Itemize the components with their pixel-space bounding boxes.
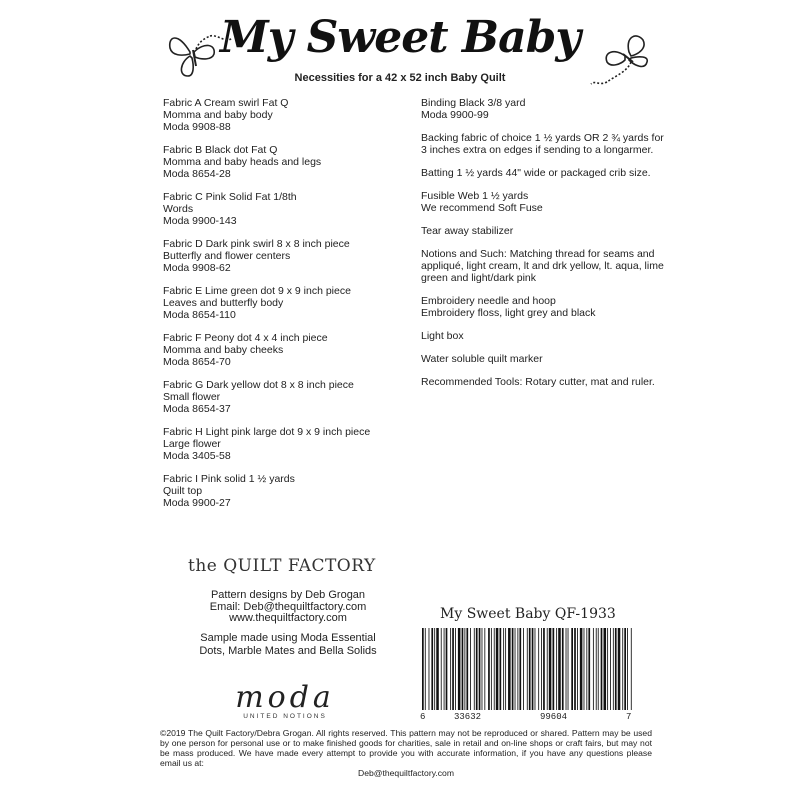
barcode-bar bbox=[503, 628, 504, 710]
list-item: Tear away stabilizer bbox=[421, 225, 514, 237]
barcode-digit: 99604 bbox=[540, 712, 568, 722]
barcode-bar bbox=[607, 628, 608, 710]
barcode-bar bbox=[624, 628, 626, 710]
supplies-list bbox=[421, 97, 671, 399]
list-item: Water soluble quilt marker bbox=[421, 353, 543, 365]
barcode-bar bbox=[618, 628, 621, 710]
barcode-bar bbox=[571, 628, 573, 710]
list-item: Fabric C Pink Solid Fat 1/8th Words Moda 9900-143 bbox=[163, 191, 297, 227]
barcode-bar bbox=[541, 628, 542, 710]
barcode-bar bbox=[527, 628, 528, 710]
barcode-bar bbox=[517, 628, 518, 710]
list-item: Light box bbox=[421, 330, 464, 342]
barcode-digit: 33632 bbox=[454, 712, 482, 722]
contact-info bbox=[188, 590, 388, 625]
email-text: Email: Deb@thequiltfactory.com bbox=[209, 600, 367, 613]
list-item: Backing fabric of choice 1 ½ yards OR 2 ¾ yards for 3 inches extra on edges if sending to a longarmer. bbox=[421, 132, 664, 156]
barcode-bar bbox=[470, 628, 471, 710]
barcode-bar bbox=[574, 628, 576, 710]
brand-name: the QUILT FACTORY bbox=[188, 556, 376, 576]
barcode-bar bbox=[615, 628, 617, 710]
barcode-bar bbox=[562, 628, 564, 710]
page-title: My Sweet Baby bbox=[220, 12, 580, 63]
footer-email: Deb@thequiltfactory.com bbox=[358, 768, 454, 778]
barcode-digits bbox=[418, 712, 636, 724]
barcode-bar bbox=[455, 628, 456, 710]
barcode-bar bbox=[584, 628, 585, 710]
barcode-bar bbox=[596, 628, 597, 710]
list-item: Fabric H Light pink large dot 9 x 9 inch piece Large flower Moda 3405-58 bbox=[163, 426, 371, 462]
barcode-bar bbox=[532, 628, 534, 710]
barcode-bar bbox=[491, 628, 492, 710]
barcode-bar bbox=[474, 628, 475, 710]
barcode-bar bbox=[529, 628, 531, 710]
barcode-bar bbox=[508, 628, 511, 710]
list-item: Fabric D Dark pink swirl 8 x 8 inch piece Butterfly and flower centers Moda 9908-62 bbox=[163, 238, 350, 274]
barcode-bar bbox=[466, 628, 468, 710]
list-item: Fabric I Pink solid 1 ½ yards Quilt top Moda 9900-27 bbox=[163, 473, 295, 509]
website-text: www.thequiltfactory.com bbox=[229, 612, 347, 624]
barcode-bar bbox=[523, 628, 524, 710]
list-item: Fusible Web 1 ½ yards We recommend Soft Fuse bbox=[421, 190, 543, 214]
barcode-bar bbox=[476, 628, 478, 710]
barcode-bar bbox=[425, 628, 426, 710]
barcode-bar bbox=[580, 628, 583, 710]
moda-logo bbox=[210, 680, 360, 720]
barcode-bar bbox=[464, 628, 465, 710]
barcode-bar bbox=[441, 628, 442, 710]
barcode-bar bbox=[515, 628, 516, 710]
sample-note: Sample made using Moda Essential Dots, Marble Mates and Bella Solids bbox=[199, 632, 377, 657]
barcode-bar bbox=[496, 628, 499, 710]
list-item: Fabric F Peony dot 4 x 4 inch piece Momma and baby cheeks Moda 8654-70 bbox=[163, 332, 328, 368]
barcode-bar bbox=[610, 628, 611, 710]
barcode-bar bbox=[488, 628, 490, 710]
barcode-bar bbox=[613, 628, 614, 710]
barcode-bar bbox=[627, 628, 628, 710]
list-item: Notions and Such: Matching thread for seams and appliqué, light cream, lt and drk yellow, lt. aqua, lime green and light/dark pink bbox=[421, 248, 664, 284]
barcode-bar bbox=[452, 628, 454, 710]
barcode-bar bbox=[444, 628, 445, 710]
barcode-bar bbox=[593, 628, 594, 710]
barcode-bar bbox=[601, 628, 603, 710]
barcode-bar bbox=[494, 628, 495, 710]
barcode-bar bbox=[588, 628, 590, 710]
barcode-bar bbox=[431, 628, 433, 710]
barcode-bar bbox=[549, 628, 552, 710]
barcode bbox=[418, 628, 636, 710]
butterfly-icon bbox=[160, 22, 240, 92]
barcode-bar bbox=[436, 628, 439, 710]
moda-logo-text: moda bbox=[235, 680, 335, 715]
list-item: Fabric E Lime green dot 9 x 9 inch piece Leaves and butterfly body Moda 8654-110 bbox=[163, 285, 351, 321]
barcode-bar bbox=[547, 628, 548, 710]
barcode-bar bbox=[622, 628, 623, 710]
list-item: Batting 1 ½ yards 44" wide or packaged crib size. bbox=[421, 167, 651, 179]
barcode-bar bbox=[450, 628, 451, 710]
list-item: Binding Black 3/8 yard Moda 9900-99 bbox=[421, 97, 526, 121]
list-item: Embroidery needle and hoop Embroidery floss, light grey and black bbox=[421, 295, 596, 319]
barcode-bar bbox=[558, 628, 561, 710]
barcode-bar bbox=[458, 628, 461, 710]
barcode-bar bbox=[586, 628, 587, 710]
barcode-bar bbox=[505, 628, 506, 710]
page-subtitle: Necessities for a 42 x 52 inch Baby Quilt bbox=[294, 72, 506, 84]
list-item: Fabric G Dark yellow dot 8 x 8 inch piece Small flower Moda 8654-37 bbox=[163, 379, 354, 415]
list-item: Fabric B Black dot Fat Q Momma and baby heads and legs Moda 8654-28 bbox=[163, 144, 322, 180]
barcode-bar bbox=[422, 628, 424, 710]
barcode-bar bbox=[519, 628, 521, 710]
barcode-bar bbox=[484, 628, 485, 710]
barcode-bar bbox=[434, 628, 435, 710]
barcode-bar bbox=[512, 628, 514, 710]
barcode-bar bbox=[577, 628, 578, 710]
barcode-bar bbox=[553, 628, 555, 710]
product-code: My Sweet Baby QF-1933 bbox=[440, 606, 616, 622]
designer-credit: Pattern designs by Deb Grogan bbox=[210, 589, 366, 601]
barcode-bar bbox=[500, 628, 502, 710]
barcode-digit: 7 bbox=[626, 712, 632, 722]
barcode-bar bbox=[631, 628, 632, 710]
barcode-bar bbox=[556, 628, 557, 710]
list-item: Recommended Tools: Rotary cutter, mat and ruler. bbox=[421, 376, 655, 388]
fabric-list bbox=[163, 97, 408, 520]
copyright-notice bbox=[160, 728, 652, 778]
barcode-bar bbox=[566, 628, 567, 710]
barcode-bar bbox=[446, 628, 448, 710]
barcode-bar bbox=[568, 628, 569, 710]
list-item: Fabric A Cream swirl Fat Q Momma and baby body Moda 9908-88 bbox=[163, 97, 289, 133]
barcode-bar bbox=[543, 628, 545, 710]
barcode-bar bbox=[538, 628, 539, 710]
barcode-bar bbox=[462, 628, 464, 710]
barcode-bar bbox=[604, 628, 607, 710]
barcode-bar bbox=[429, 628, 430, 710]
butterfly-icon bbox=[585, 26, 665, 96]
barcode-bar bbox=[598, 628, 599, 710]
barcode-bar bbox=[535, 628, 536, 710]
barcode-bar bbox=[482, 628, 483, 710]
barcode-bar bbox=[479, 628, 481, 710]
moda-logo-subtext: UNITED NOTIONS bbox=[243, 713, 327, 720]
barcode-digit: 6 bbox=[420, 712, 426, 722]
copyright-text: ©2019 The Quilt Factory/Debra Grogan. All rights reserved. This pattern may not be reproduced or shared. Pattern may be used by one person for personal use or to make finished goods for charities, sale in retail and on-line shops or craft fairs, but may not be mass produced. We have made every attempt to provide you with accurate information, if you have any questions please email us at: bbox=[160, 728, 652, 768]
